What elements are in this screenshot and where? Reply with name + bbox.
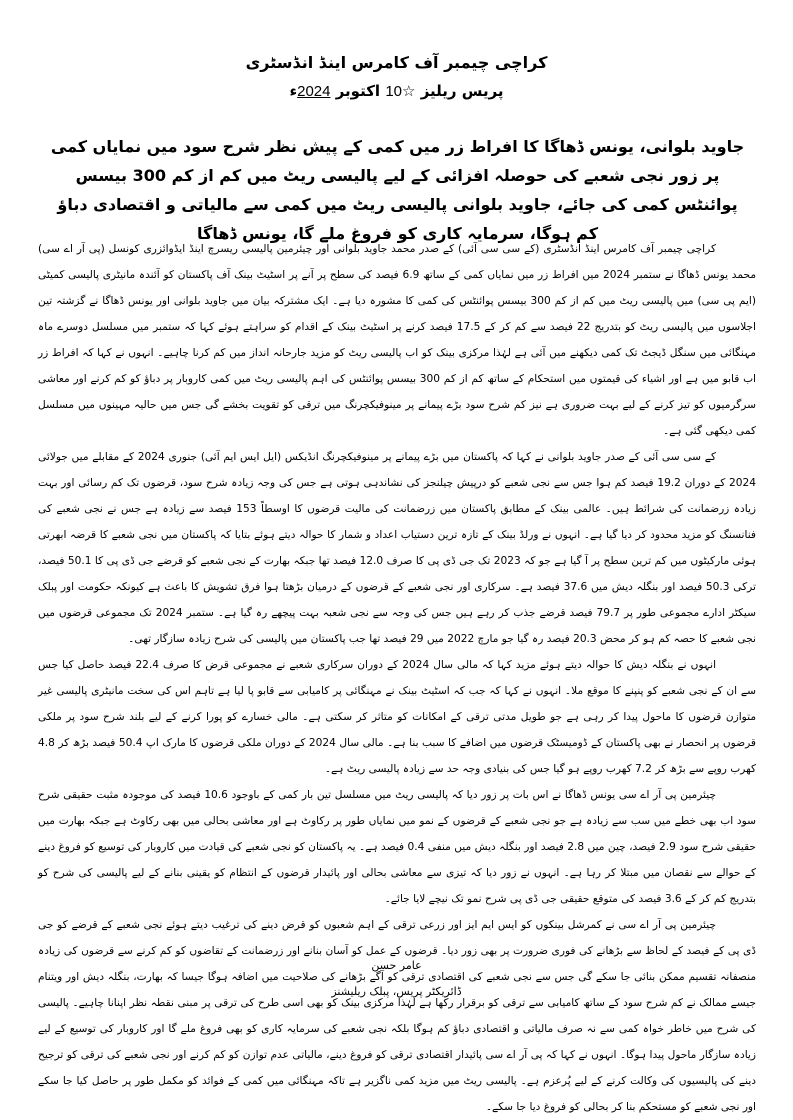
organization-title: کراچی چیمبر آف کامرس اینڈ انڈسٹری <box>245 53 548 72</box>
body-paragraph: انہوں نے بنگلہ دیش کا حوالہ دیتے ہوئے مزید کہا کہ مالی سال 2024 کے دوران سرکاری شعبے نے مجموعی قرض کا صرف 22.4 فیصد حاصل کیا جس سے ان کے نجی شعبے کو پنپنے کا موقع ملا۔ انہوں نے کہا کہ جب کہ اسٹیٹ بینک نے مہنگائی پر کامیابی سے قابو پا لیا ہے تاہم اس کی سخت مانیٹری پالیسی غیر متوازن قرضوں کا ماحول پیدا کر رہی ہے جو طویل مدتی ترقی کے امکانات کو متاثر کر سکتی ہے۔ مالی خسارے کو پورا کرنے کے لیے بلند شرح سود پر ملکی قرضوں پر انحصار نے بھی پاکستان کے ڈومیسٹک قرضوں میں اضافے کا سبب بنا ہے۔ مالی سال 2024 کے دوران ملکی قرضوں کا مارک اپ 50.4 فیصد بڑھ کر 4.8 کھرب روپے سے بڑھ کر 7.2 کھرب روپے ہو گیا جس کی بنیادی وجہ حد سے زیادہ پالیسی ریٹ ہے۔ <box>38 659 756 775</box>
signatory-title: ڈائریکٹر پریس، پبلک ریلیشنز <box>331 985 462 998</box>
signatory-name: عامر حسن <box>371 959 422 972</box>
document-header <box>0 50 793 105</box>
signature-block <box>0 953 793 1005</box>
release-year: 2024 <box>297 83 331 100</box>
body-paragraph: چیئرمین پی آر اے سی یونس ڈھاگا نے اس بات پر زور دیا کہ پالیسی ریٹ میں مسلسل تین بار کمی کے باوجود 10.6 فیصد کی موجودہ مثبت حقیقی شرح سود اب بھی خطے میں سب سے زیادہ ہے جو نجی شعبے کے قرضوں کے نمو میں نمایاں طور پر رکاوٹ ہے اور معاشی بحالی میں بھی رکاوٹ ہے جبکہ بھارت میں حقیقی شرح سود 2.9 فیصد، چین میں 2.8 فیصد اور بنگلہ دیش میں منفی 0.4 فیصد ہے۔ یہ پاکستان کو نجی شعبے کی قیادت میں کاروبار کی توسیع کو فروغ دینے کے حوالے سے نقصان میں مبتلا کر رہا ہے۔ انہوں نے زور دیا کہ تیزی سے معاشی بحالی اور پائیدار قرضوں کے انتظام کو یقینی بنانے کے لیے پالیسی کی شرح کو بتدریج کم کر کے 3.6 فیصد کی متوقع حقیقی جی ڈی پی شرح نمو تک نیچے لایا جائے۔ <box>38 789 756 905</box>
release-month: اکتوبر <box>335 82 381 100</box>
release-label: پریس ریلیز <box>420 82 504 100</box>
star-icon: ☆ <box>402 82 416 100</box>
release-day: 10 <box>385 83 402 100</box>
year-suffix: ء <box>289 82 298 100</box>
body-paragraph: کے سی سی آئی کے صدر جاوید بلوانی نے کہا کہ پاکستان میں بڑے پیمانے پر مینوفیکچرنگ انڈیکس (ایل ایس ایم آئی) جنوری 2024 کے مقابلے میں جولائی 2024 کے دوران 19.2 فیصد کم ہوا جس سے نجی شعبے کو درپیش چیلنجز کی نشاندہی ہوتی ہے جس کی وجہ زیادہ شرح سود، قرضوں تک کم رسائی اور بہت زیادہ زرضمانت کی شرائط ہیں۔ عالمی بینک کے مطابق پاکستان میں زرضمانت کی مالیت قرضوں کا اوسطاً 153 فیصد سے زیادہ ہے جس نے نجی شعبے کی فنانسنگ کو مزید محدود کر دیا گیا ہے۔ انہوں نے ورلڈ بینک کے تازہ ترین دستیاب اعداد و شمار کا حوالہ دیتے ہوئے بتایا کہ پاکستان میں نجی شعبے کا قرضہ ابھرتی ہوئی مارکیٹوں میں کم ترین سطح پر آ گیا ہے جو کہ 2023 تک جی ڈی پی کا صرف 12.0 فیصد تھا جبکہ بھارت کے نجی شعبے کو قرضے جی ڈی پی کا 50.1 فیصد، ترکی 50.3 فیصد اور بنگلہ دیش میں 37.6 فیصد ہے۔ سرکاری اور نجی شعبے کے قرضوں کے درمیان بڑھتا ہوا فرق تشویش کا باعث ہے کیونکہ حکومت اور پبلک سیکٹر ادارے مجموعی طور پر 79.7 فیصد قرضے جذب کر رہے ہیں جس کی وجہ سے نجی شعبہ بہت پیچھے رہ گیا ہے۔ ستمبر 2024 تک مجموعی قرضوں میں نجی شعبے کا حصہ کم ہو کر محض 20.3 فیصد رہ گیا جو مارچ 2022 میں 29 فیصد تھا جب پاکستان میں پالیسی کی شرح زیادہ سازگار تھی۔ <box>38 451 757 645</box>
release-date-line <box>0 78 793 105</box>
body-paragraph: چیئرمین پی آر اے سی نے کمرشل بینکوں کو ایس ایم ایز اور زرعی ترقی کے اہم شعبوں کو قرض دینے کی ترغیب دیتے ہوئے نجی شعبے کے قرضے کو جی ڈی پی کے فیصد کے لحاظ سے بڑھانے کی فوری ضرورت پر بھی زور دیا۔ قرضوں کے عمل کو آسان بنانے اور زرضمانت کے تقاضوں کو کم کرنے سے قرضوں کی زیادہ منصفانہ تقسیم ممکن بنائی جا سکے گی جس سے نجی شعبے کی اقتصادی ترقی کو آگے بڑھانے کی صلاحیت میں اضافہ ہوگا جیسا کہ بھارت، بنگلہ دیش اور ویتنام جیسے ممالک نے کم شرح سود کے ساتھ کامیابی سے ترقی کو برقرار رکھا ہے لہٰذا مرکزی بینک کو بھی اسی طرح کی ترقی پر مبنی نقطہ نظر اپنانا چاہیے۔ پالیسی کی شرح میں خاطر خواہ کمی سے نہ صرف مالیاتی و اقتصادی دباؤ کم ہوگا بلکہ نجی شعبے کی سرمایہ کاری کو بھی فروغ ملے گا اور کاروبار کی توسیع کے لیے زیادہ سازگار ماحول پیدا ہوگا۔ انہوں نے کہا کہ پی آر اے سی پائیدار اقتصادی ترقی کو فروغ دینے، مالیاتی عدم توازن کو کم کرنے اور نجی شعبے کی ترقی کو ترجیح دینے کی پالیسیوں کی وکالت کرنے کے لیے پُرعزم ہے۔ پالیسی ریٹ میں مزید کمی ناگزیر ہے تاکہ مہنگائی میں کمی کے فوائد کو مکمل طور پر حاصل کیا جا سکے اور نجی شعبے کو مستحکم بنا کر بحالی کو فروغ دیا جا سکے۔ <box>38 919 756 1113</box>
press-release-headline: جاوید بلوانی، یونس ڈھاگا کا افراط زر میں کمی کے پیش نظر شرح سود میں نمایاں کمی پر زور نجی شعبے کی حوصلہ افزائی کے لیے پالیسی ریٹ میں کم از کم 300 بیسس پوائنٹس کمی کی جائے، جاوید بلوانی پالیسی ریٹ میں کمی سے مالیاتی و اقتصادی دباؤ کم ہوگا، سرمایہ کاری کو فروغ ملے گا، یونس ڈھاگا <box>50 137 745 243</box>
body-paragraph: کراچی چیمبر آف کامرس اینڈ انڈسٹری (کے سی سی آئی) کے صدر محمد جاوید بلوانی اور چیئرمین پالیسی ریسرچ اینڈ ایڈوائزری کونسل (پی آر اے سی) محمد یونس ڈھاگا نے ستمبر 2024 میں افراط زر میں نمایاں کمی کے ساتھ 6.9 فیصد کی سطح پر آنے پر اسٹیٹ بینک آف پاکستان کو آئندہ مانیٹری پالیسی کمیٹی (ایم پی سی) میں پالیسی ریٹ میں کم از کم 300 بیسس پوائنٹس کی کمی کا مشورہ دیا ہے۔ ایک مشترکہ بیان میں جاوید بلوانی اور یونس ڈھاگا نے گزشتہ تین اجلاسوں میں پالیسی ریٹ کو بتدریج 22 فیصد سے کم کر کے 17.5 فیصد کرنے پر اسٹیٹ بینک کے اقدام کو سراہتے ہوئے کہا کہ ستمبر میں مسلسل دوسرے ماہ مہنگائی میں سنگل ڈیجٹ تک کمی دیکھنے میں آئی ہے لہٰذا مرکزی بینک کو اب پالیسی ریٹ کو مزید جارحانہ انداز میں کم کرنا چاہیے۔ انہوں نے کہا کہ افراط زر اب قابو میں ہے اور اشیاء کی قیمتوں میں استحکام کے ساتھ کم از کم 300 بیسس پوائنٹس کی اہم پالیسی ریٹ میں کمی کاروبار پر دباؤ کو کم کرنے اور معاشی سرگرمیوں کو تیز کرنے کے لیے بہت ضروری ہے نیز کم شرح سود بڑے پیمانے پر مینوفیکچرنگ میں ترقی کو تقویت بخشے گی جس میں حالیہ مہینوں میں مسلسل کمی دیکھی گئی ہے۔ <box>38 243 757 437</box>
